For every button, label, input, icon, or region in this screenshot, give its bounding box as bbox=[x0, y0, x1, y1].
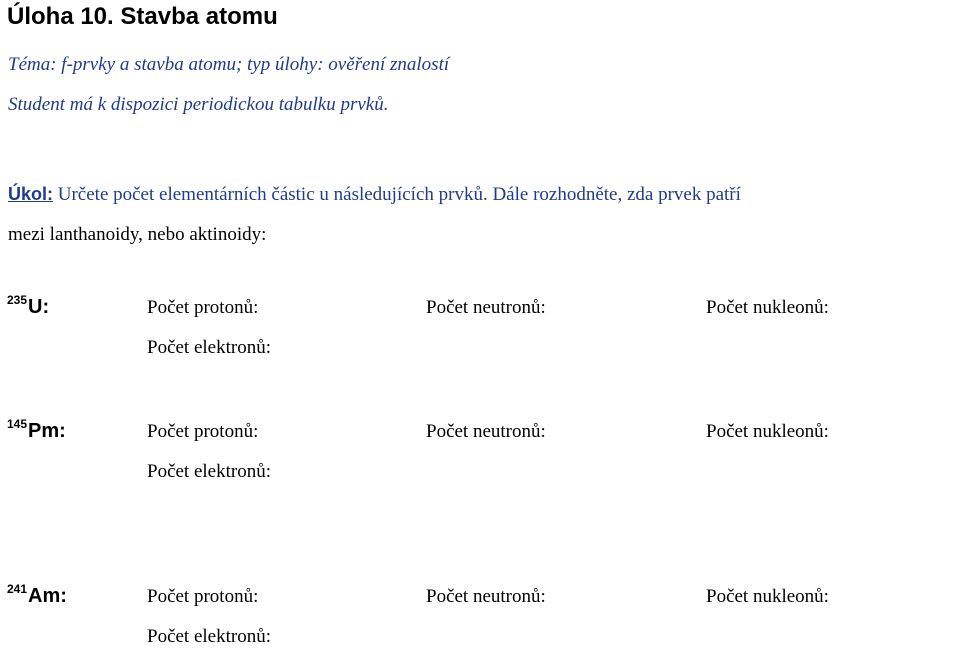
neutrons-label: Počet neutronů: bbox=[426, 421, 546, 442]
element-symbol bbox=[7, 418, 66, 444]
nucleons-label: Počet nukleonů: bbox=[706, 297, 829, 318]
task-line-1 bbox=[8, 174, 960, 215]
page-title: Úloha 10. Stavba atomu bbox=[7, 3, 278, 30]
task-block bbox=[8, 174, 960, 255]
symbol-text: U: bbox=[28, 296, 50, 318]
symbol-text: Pm: bbox=[28, 420, 66, 442]
protons-label: Počet protonů: bbox=[147, 297, 259, 318]
neutrons-label: Počet neutronů: bbox=[426, 297, 546, 318]
mass-number: 241 bbox=[7, 582, 28, 596]
electrons-label: Počet elektronů: bbox=[147, 461, 271, 482]
element-symbol bbox=[7, 583, 67, 609]
symbol-text: Am: bbox=[28, 585, 67, 607]
electrons-label: Počet elektronů: bbox=[147, 626, 271, 647]
neutrons-label: Počet neutronů: bbox=[426, 586, 546, 607]
protons-label: Počet protonů: bbox=[147, 586, 259, 607]
element-row-promethium bbox=[0, 412, 960, 492]
nucleons-label: Počet nukleonů: bbox=[706, 421, 829, 442]
protons-label: Počet protonů: bbox=[147, 421, 259, 442]
electrons-label: Počet elektronů: bbox=[147, 337, 271, 358]
element-row-americium bbox=[0, 577, 960, 657]
element-row-uranium bbox=[0, 288, 960, 368]
element-symbol bbox=[7, 294, 49, 320]
task-label: Úkol: bbox=[8, 184, 53, 204]
mass-number: 145 bbox=[7, 417, 28, 431]
nucleons-label: Počet nukleonů: bbox=[706, 586, 829, 607]
mass-number: 235 bbox=[7, 293, 28, 307]
task-line-2: mezi lanthanoidy, nebo aktinoidy: bbox=[8, 224, 267, 245]
task-text: Určete počet elementárních částic u následujících prvků. Dále rozhodněte, zda prvek patří bbox=[53, 184, 741, 205]
note-line: Student má k dispozici periodickou tabulku prvků. bbox=[8, 94, 389, 115]
topic-line: Téma: f-prvky a stavba atomu; typ úlohy: ověření znalostí bbox=[8, 54, 450, 75]
